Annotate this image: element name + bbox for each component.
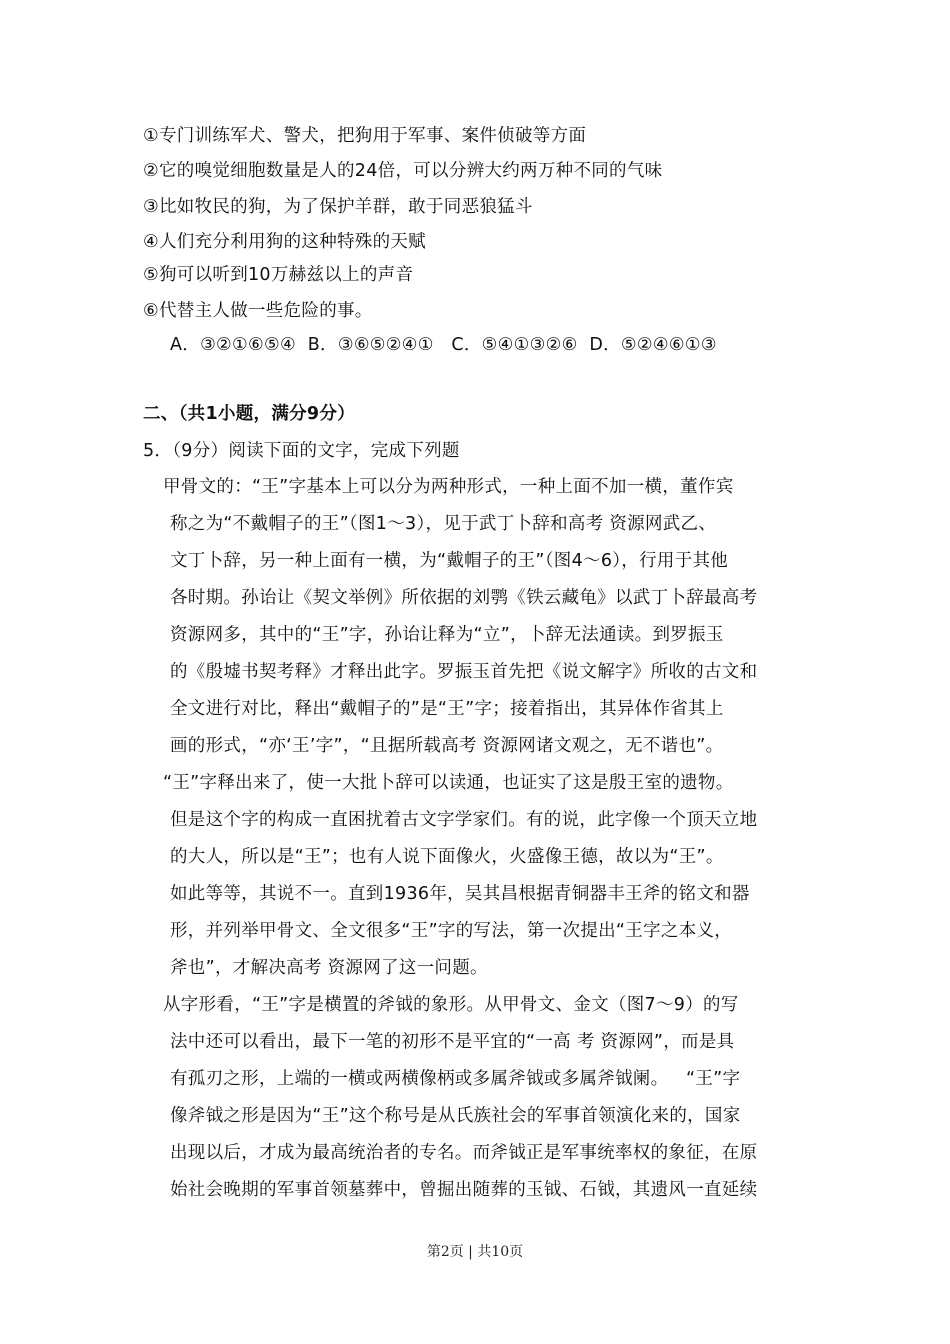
passage-line-5: 资源网多，其中的“王”字，孙诒让释为“立”，卜辞无法通读。到罗振玉	[170, 625, 724, 645]
section-heading: 二、（共1小题，满分9分）	[143, 404, 356, 424]
answer-options: A．③②①⑥⑤④ B．③⑥⑤②④① C．⑤④①③②⑥ D．⑤②④⑥①③	[170, 335, 717, 355]
item-6: ⑥代替主人做一些危险的事。	[143, 301, 373, 321]
passage-line-7: 全文进行对比，释出“戴帽子的”是“王”字；接着指出，其异体作省其上	[170, 699, 724, 719]
passage-line-18: 像斧钺之形是因为“王”这个称号是从氏族社会的军事首领演化来的，国家	[170, 1106, 741, 1126]
passage-line-3: 文丁卜辞，另一种上面有一横，为“戴帽子的王”（图4～6），行用于其他	[170, 551, 729, 571]
page-footer: 第2页 | 共10页	[426, 1244, 524, 1260]
passage-line-9: “王”字释出来了，使一大批卜辞可以读通，也证实了这是殷王室的遗物。	[163, 773, 734, 793]
passage-line-6: 的《殷墟书契考释》才释出此字。罗振玉首先把《说文解字》所收的古文和	[170, 662, 758, 682]
passage-line-4: 各时期。孙诒让《契文举例》所依据的刘鹗《铁云藏龟》以武丁卜辞最高考	[170, 588, 758, 608]
passage-line-1: 甲骨文的：“王”字基本上可以分为两种形式，一种上面不加一横，董作宾	[163, 477, 734, 497]
item-1: ①专门训练军犬、警犬，把狗用于军事、案件侦破等方面	[143, 126, 587, 146]
passage-line-19: 出现以后，才成为最高统治者的专名。而斧钺正是军事统率权的象征，在原	[170, 1143, 758, 1163]
passage-line-10: 但是这个字的构成一直困扰着古文字学家们。有的说，此字像一个顶天立地	[170, 810, 758, 830]
passage-line-8: 画的形式，“亦‘王’字”，“且据所载高考 资源网诸文观之，无不谐也”。	[170, 736, 724, 756]
passage-line-12: 如此等等，其说不一。直到1936年，吴其昌根据青铜器丰王斧的铭文和器	[170, 884, 750, 904]
question-title: 5．（9分）阅读下面的文字，完成下列题	[143, 441, 460, 461]
passage-line-11: 的大人，所以是“王”；也有人说下面像火，火盛像王德，故以为“王”。	[170, 847, 724, 867]
passage-line-17: 有孤刃之形，上端的一横或两横像柄或多属斧钺或多属斧钺阑。 “王”字	[170, 1069, 741, 1089]
passage-line-16: 法中还可以看出，最下一笔的初形不是平宜的“一高 考 资源网”，而是具	[170, 1032, 735, 1052]
passage-line-20: 始社会晚期的军事首领墓葬中，曾掘出随葬的玉钺、石钺，其遗风一直延续	[170, 1180, 758, 1200]
passage-line-2: 称之为“不戴帽子的王”（图1～3），见于武丁卜辞和高考 资源网武乙、	[170, 514, 717, 534]
passage-line-13: 形，并列举甲骨文、全文很多“王”字的写法，第一次提出“王字之本义，	[170, 921, 733, 941]
item-2: ②它的嗅觉细胞数量是人的24倍，可以分辨大约两万种不同的气味	[143, 161, 663, 181]
passage-line-14: 斧也”，才解决高考 资源网了这一问题。	[170, 958, 488, 978]
item-4: ④人们充分利用狗的这种特殊的天赋	[143, 232, 426, 252]
item-3: ③比如牧民的狗，为了保护羊群，敢于同恶狼猛斗	[143, 197, 533, 217]
passage-line-15: 从字形看，“王”字是横置的斧钺的象形。从甲骨文、金文（图7～9）的写	[163, 995, 739, 1015]
item-5: ⑤狗可以听到10万赫兹以上的声音	[143, 265, 414, 285]
